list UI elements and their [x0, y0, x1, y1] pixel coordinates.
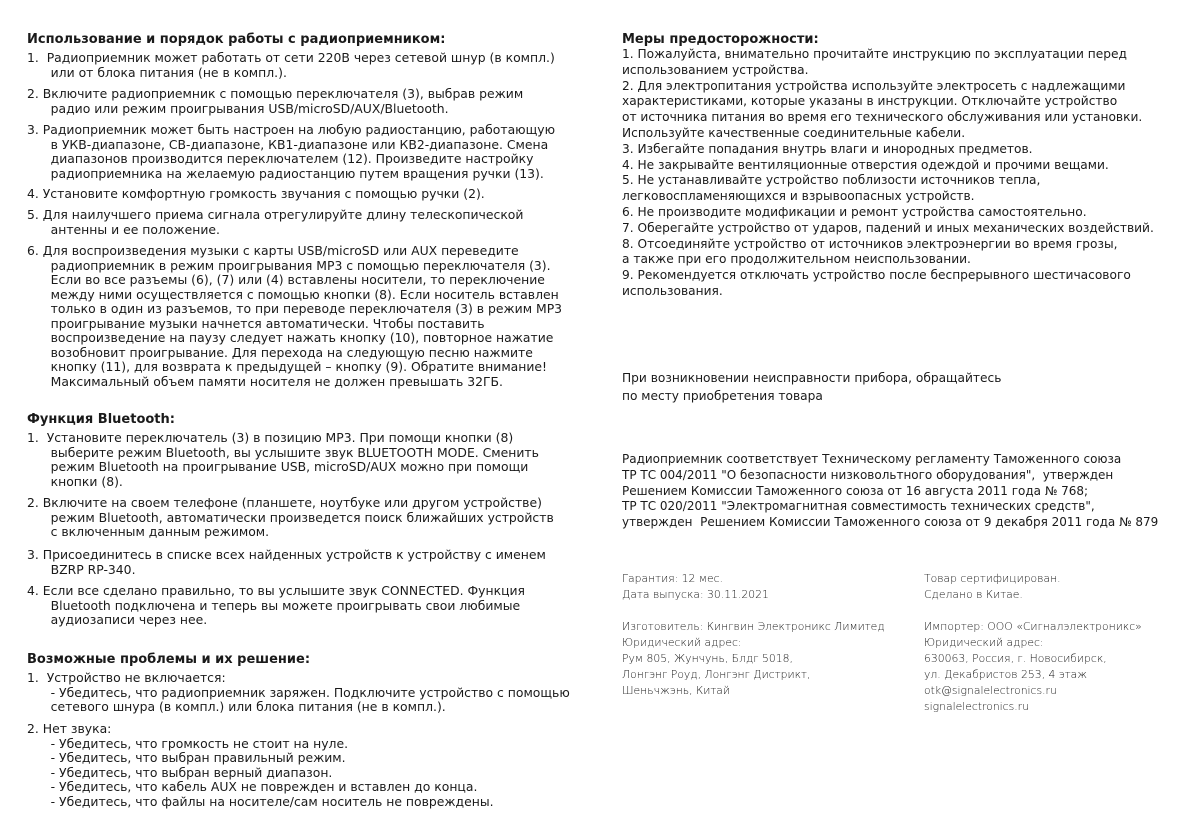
bluetooth-item-2: 2. Включите на своем телефоне (планшете, ноутбуке или другом устройстве) режим Bluetooth, автоматически произведется поиск ближайших устройств с включенным данным режимом.: [27, 495, 554, 539]
bluetooth-item-1: 1. Установите переключатель (3) в позицию MP3. При помощи кнопки (8) выберите режим Bluetooth, вы услышите звук BLUETOOTH MODE. Сменить режим Bluetooth на проигрывание USB, microSD/AUX можно при помощи кнопки (8).: [27, 430, 539, 489]
usage-heading: Использование и порядок работы с радиоприемником:: [27, 32, 446, 47]
usage-item-2: 2. Включите радиоприемник с помощью переключателя (3), выбрав режим радио или режим проигрывания USB/microSD/AUX/Bluetooth.: [27, 86, 524, 116]
usage-item-4: 4. Установите комфортную громкость звучания с помощью ручки (2).: [27, 186, 485, 201]
usage-item-3: 3. Радиоприемник может быть настроен на любую радиостанцию, работающую в УКВ-диапазоне, СВ-диапазоне, КВ1-диапазоне или КВ2-диапазоне. Смена диапазонов производится переключателем (12). Произведите настройку радиоприемника на желаемую радиостанцию путем вращения ручки (13).: [27, 122, 556, 181]
precautions-heading: Меры предосторожности:: [622, 32, 819, 47]
bluetooth-item-3: 3. Присоединитесь в списке всех найденных устройств к устройству с именем BZRP RP-340.: [27, 547, 546, 577]
certification-info: Товар сертифицирован. Сделано в Китае.: [924, 572, 1061, 601]
warranty-info: Гарантия: 12 мес. Дата выпуска: 30.11.2021: [622, 572, 769, 601]
usage-item-1: 1. Радиоприемник может работать от сети 220В через сетевой шнур (в компл.) или от блока питания (не в компл.).: [27, 50, 555, 80]
bluetooth-heading: Функция Bluetooth:: [27, 412, 175, 427]
problems-item-2: 2. Нет звука: - Убедитесь, что громкость не стоит на нуле. - Убедитесь, что выбран правильный режим. - Убедитесь, что выбран верный диапазон. - Убедитесь, что кабель AUX не поврежден и вставлен до конца. - Убедитесь, что файлы на носителе/сам носитель не повреждены.: [27, 721, 494, 809]
regulation-text: Радиоприемник соответствует Техническому регламенту Таможенного союза ТР ТС 004/2011 "О безопасности низковольтного оборудования", утвержден Решением Комиссии Таможенного союза от 16 августа 2011 года № 768; ТР ТС 020/2011 "Электромагнитная совместимость технических средств", утвержден Решением Комиссии Таможенного союза от 9 декабря 2011 года № 879: [622, 452, 1159, 530]
precautions-text: 1. Пожалуйста, внимательно прочитайте инструкцию по эксплуатации перед использованием устройства. 2. Для электропитания устройства используйте электросеть с надлежащими характеристиками, которые указаны в инструкции. Отключайте устройство от источника питания во время его технического обслуживания или установки. Используйте качественные соединительные кабели. 3. Избегайте попадания внутрь влаги и инородных предметов. 4. Не закрывайте вентиляционные отверстия одеждой и прочими вещами. 5. Не устанавливайте устройство поблизости источников тепла, легковоспламеняющихся и взрывоопасных устройств. 6. Не производите модификации и ремонт устройства самостоятельно. 7. Оберегайте устройство от ударов, падений и иных механических воздействий. 8. Отсоединяйте устройство от источников электроэнергии во время грозы, а также при его продолжительном неиспользовании. 9. Рекомендуется отключать устройство после беспрерывного шестичасового использования.: [622, 47, 1154, 298]
bluetooth-item-4: 4. Если все сделано правильно, то вы услышите звук CONNECTED. Функция Bluetooth подключена и теперь вы можете проигрывать свои любимые аудиозаписи через нее.: [27, 583, 526, 627]
usage-item-5: 5. Для наилучшего приема сигнала отрегулируйте длину телескопической антенны и ее положение.: [27, 207, 524, 237]
usage-item-6: 6. Для воспроизведения музыки с карты USB/microSD или AUX переведите радиоприемник в режим проигрывания MP3 с помощью переключателя (3). Если во все разъемы (6), (7) или (4) вставлены носители, то переключение между ними осуществляется с помощью кнопки (8). Если носитель вставлен только в один из разъемов, то при переводе переключателя (3) в режим MP3 проигрывание музыки начнется автоматически. Чтобы поставить воспроизведение на паузу следует нажать кнопку (10), повторное нажатие возобновит проигрывание. Для перехода на следующую песню нажмите кнопку (11), для возврата к предыдущей – кнопку (9). Обратите внимание! Максимальный объем памяти носителя не должен превышать 32ГБ.: [27, 243, 563, 389]
problems-heading: Возможные проблемы и их решение:: [27, 652, 311, 667]
service-note: При возникновении неисправности прибора, обращайтесь по месту приобретения товара: [622, 371, 1002, 403]
manufacturer-info: Изготовитель: Кингвин Электроникс Лимитед Юридический адрес: Рум 805, Жунчунь, Блдг 5018, Лонгэнг Роуд, Лонгэнг Дистрикт, Шеньчжэнь, Китай: [622, 620, 885, 697]
importer-info: Импортер: ООО «Сигналэлектроникс» Юридический адрес: 630063, Россия, г. Новосибирск, ул. Декабристов 253, 4 этаж otk@signalelectronics.ru signalelectronics.ru: [924, 620, 1142, 713]
problems-item-1: 1. Устройство не включается: - Убедитесь, что радиоприемник заряжен. Подключите устройство с помощью сетевого шнура (в компл.) или блока питания (не в компл.).: [27, 670, 570, 714]
